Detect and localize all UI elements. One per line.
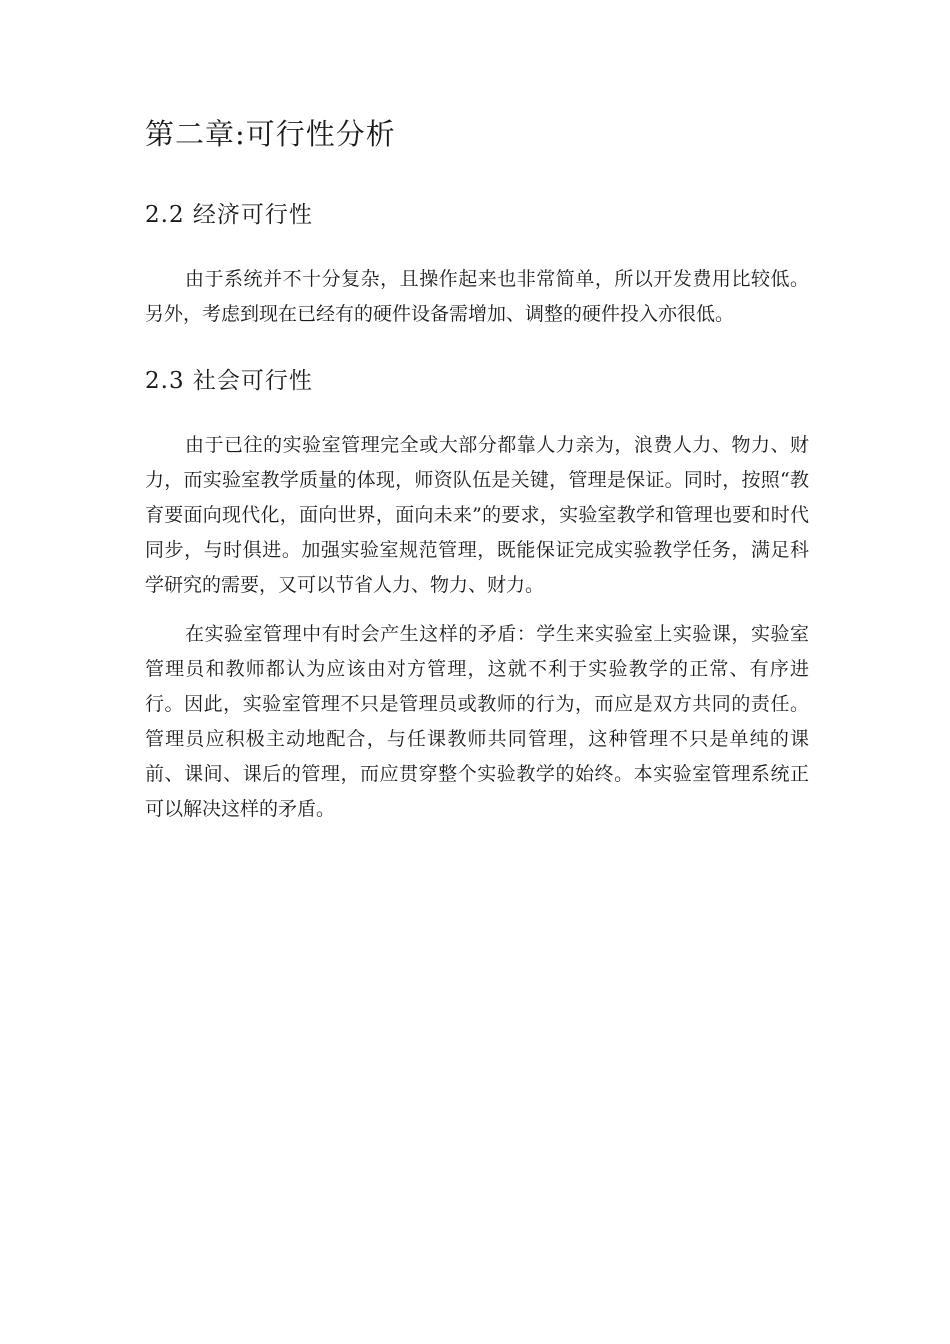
paragraph-social-feasibility-2: 在实验室管理中有时会产生这样的矛盾：学生来实验室上实验课，实验室管理员和教师都认为应该由对方管理，这就不利于实验教学的正常、有序进行。因此，实验室管理不只是管理员或教师的行为，而应是双方共同的责任。管理员应积极主动地配合，与任课教师共同管理，这种管理不只是单纯的课前、课间、课后的管理，而应贯穿整个实验教学的始终。本实验室管理系统正可以解决这样的矛盾。 — [145, 623, 809, 820]
section-title-social-feasibility: 2.3 社会可行性 — [145, 368, 313, 394]
paragraph-economic-feasibility: 由于系统并不十分复杂，且操作起来也非常简单，所以开发费用比较低。另外，考虑到现在已经有的硬件设备需增加、调整的硬件投入亦很低。 — [145, 268, 809, 325]
chapter-title: 第二章:可行性分析 — [145, 117, 396, 151]
paragraph-social-feasibility-1: 由于已往的实验室管理完全或大部分都靠人力亲为，浪费人力、物力、财力，而实验室教学质量的体现，师资队伍是关键，管理是保证。同时，按照“教育要面向现代化，面向世界，面向未来”的要求，实验室教学和管理也要和时代同步，与时俱进。加强实验室规范管理，既能保证完成实验教学任务，满足科学研究的需要，又可以节省人力、物力、财力。 — [145, 434, 809, 596]
section-title-economic-feasibility: 2.2 经济可行性 — [145, 202, 313, 228]
